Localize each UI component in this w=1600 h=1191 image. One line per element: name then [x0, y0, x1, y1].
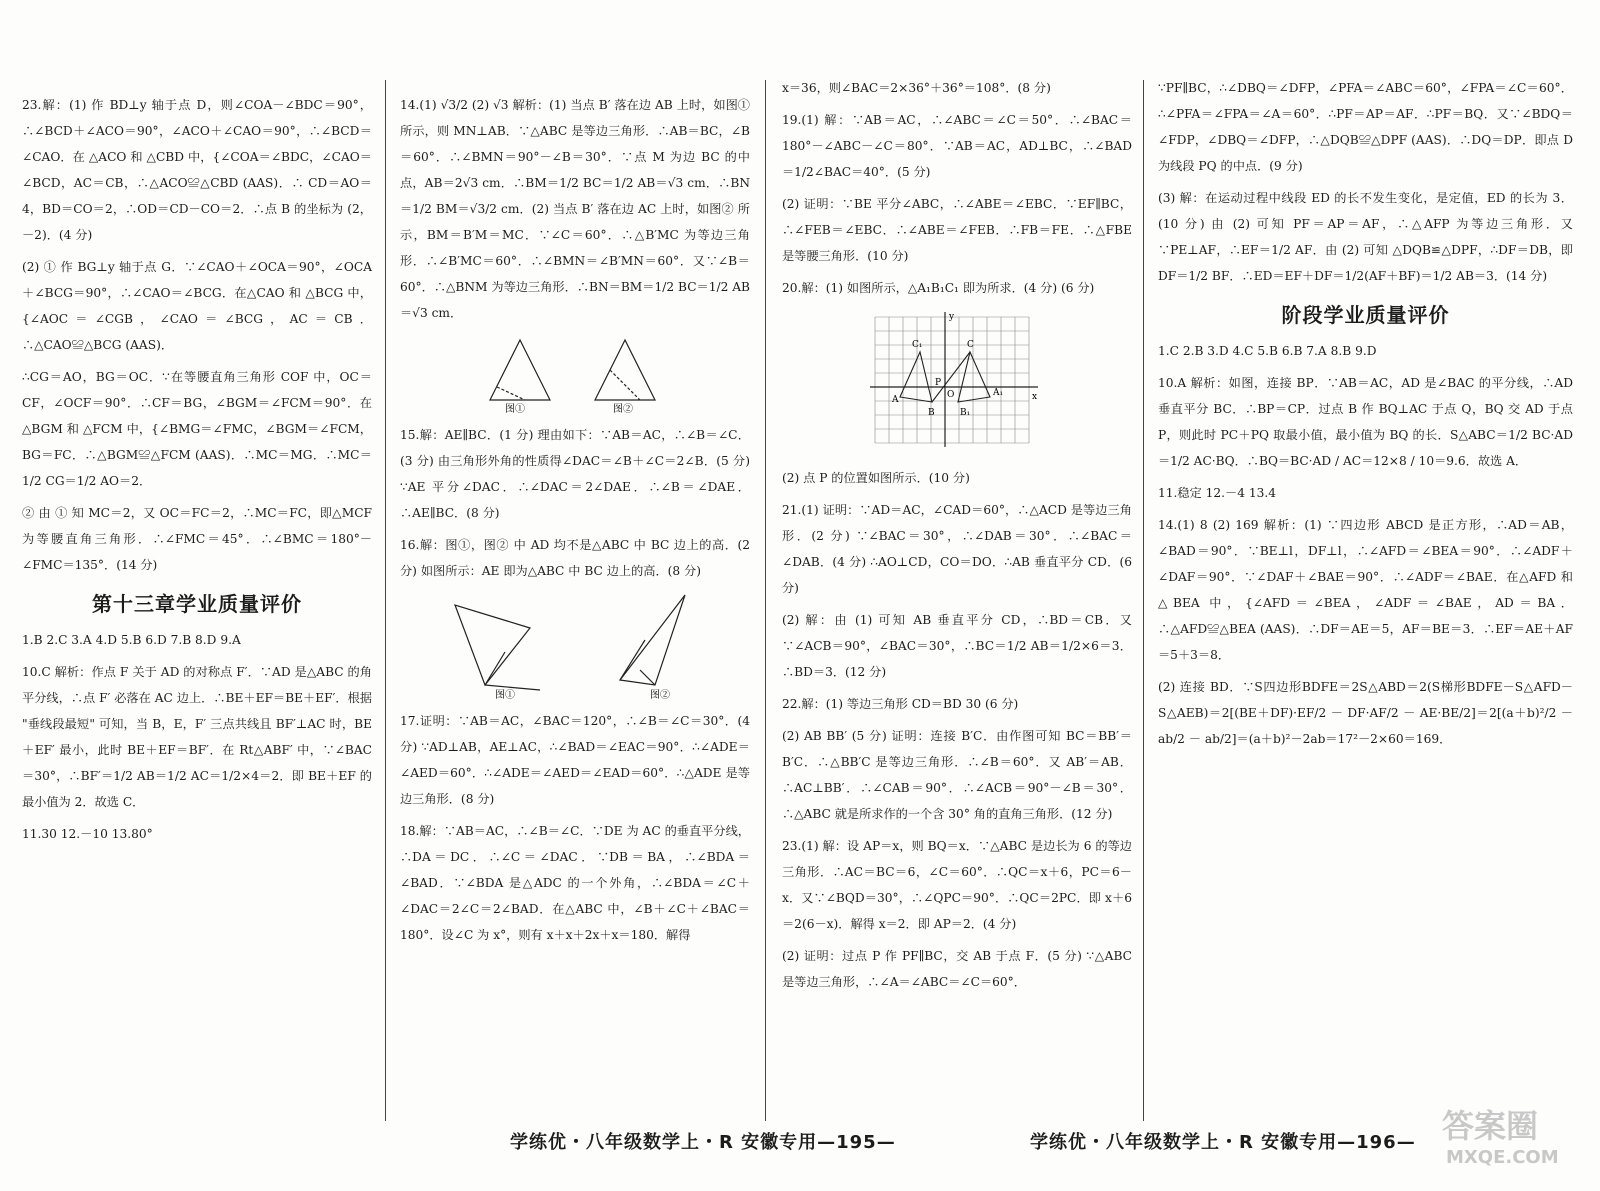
- answer-16: 16.解：图①，图② 中 AD 均不是△ABC 中 BC 边上的高．(2 分) 如图所示：AE 即为△ABC 中 BC 边上的高．(8 分): [400, 538, 750, 578]
- answer-23-part3: (3) 解：在运动过程中线段 ED 的长不发生变化，是定值，ED 的长为 3．(10 分) 由 (2) 可知 PF＝AP＝AF，∴△AFP 为等边三角形．又∵PE⊥AF，∴EF＝1/2 AF．由 (2) 可知 △DQB≌△DPF，∴DF＝DB，即 DF＝1/2 BF．∴ED＝EF＋DF＝1/2(AF＋BF)＝1/2 AB＝3．(14 分): [1158, 191, 1573, 283]
- label-y: y: [948, 312, 954, 322]
- label-b1: B₁: [959, 408, 970, 418]
- watermark-bottom: MXQE.COM: [1446, 1147, 1559, 1168]
- answer-23-part1: 23.(1) 解：设 AP＝x，则 BQ＝x．∵△ABC 是边长为 6 的等边三角形．∴AC＝BC＝6，∠C＝60°．∴QC＝x＋6，PC＝6－x．又∵∠BQD＝30°，∴∠QPC＝90°．∴QC＝2PC．即 x＋6＝2(6－x)．解得 x＝2．即 AP＝2．(4 分): [782, 839, 1132, 931]
- fig-label-2: 图②: [613, 404, 633, 414]
- column-divider: [1143, 80, 1144, 1121]
- label-p: P: [934, 378, 941, 388]
- answer-20-part2: (2) 点 P 的位置如图所示．(10 分): [782, 471, 970, 485]
- label-x: x: [1031, 392, 1037, 402]
- stage-answer-14-part2: (2) 连接 BD．∵S四边形BDFE＝2S△ABD＝2(S梯形BDFE－S△AFD－S△AEB)＝2[(BE＋DF)·EF/2 － DF·AF/2 － AE·BE/2]＝2[(a＋b)²/2 － ab/2 － ab/2]＝(a＋b)²－2ab＝17²－2×60＝169．: [1158, 680, 1573, 746]
- answer-23-part2b: ∴CG＝AO，BG＝OC．∵在等腰直角三角形 COF 中，OC＝CF，∠OCF＝90°．∴CF＝BG，∠BGM＝∠FCM＝90°．在 △BGM 和 △FCM 中，{∠BMG＝∠FMC，∠BGM＝∠FCM，BG＝FC．∴△BGM≌△FCM (AAS)．∴MC＝MG．∴MC＝1/2 CG＝1/2 AO＝2．: [22, 370, 372, 488]
- answer-22-part1: 22.解：(1) 等边三角形 CD＝BD 30 (6 分): [782, 697, 1019, 711]
- answer-19-part2: (2) 证明：∵BE 平分∠ABC，∴∠ABE＝∠EBC．∵EF∥BC，∴∠FEB＝∠EBC．∴∠ABE＝∠FEB．∴FB＝FE．∴△FBE 是等腰三角形．(10 分): [782, 197, 1132, 263]
- stage-answers-1-9: 1.C 2.B 3.D 4.C 5.B 6.B 7.A 8.B 9.D: [1158, 344, 1377, 358]
- answer-17: 17.证明：∵AB＝AC，∠BAC＝120°，∴∠B＝∠C＝30°．(4 分) ∵AD⊥AB，AE⊥AC，∴∠BAD＝∠EAC＝90°．∴∠ADE＝∠AED＝60°．∴∠ADE＝∠AED＝∠EAD＝60°．∴△ADE 是等边三角形．(8 分): [400, 714, 750, 806]
- fig-label-1: 图①: [505, 404, 525, 414]
- column-3: [782, 75, 1132, 1091]
- label-c: C: [966, 340, 974, 350]
- label-a: A: [891, 395, 898, 405]
- answer-18: 18.解：∵AB＝AC，∴∠B＝∠C．∵DE 为 AC 的垂直平分线，∴DA＝DC．∴∠C＝∠DAC．∵DB＝BA，∴∠BDA＝∠BAD．∵∠BDA 是△ADC 的一个外角，∴∠BDA＝∠C＋∠DAC＝2∠C＝2∠BAD．在△ABC 中，∠B＋∠C＋∠BAC＝180°．设∠C 为 x°，则有 x＋x＋2x＋x＝180．解得: [400, 824, 750, 942]
- section-title-chapter13: 第十三章学业质量评价: [92, 592, 302, 616]
- coordinate-grid-figure: [870, 307, 1045, 457]
- altitude-figures-16: [445, 590, 705, 700]
- column-2: [400, 92, 750, 1091]
- answer-23-cont: ∵PF∥BC，∴∠DBQ＝∠DFP，∠PFA＝∠ABC＝60°，∠FPA＝∠C＝60°．∴∠PFA＝∠FPA＝∠A＝60°．∴PF＝AP＝AF．∴PF＝BQ．又∵∠BDQ＝∠FDP，∠DBQ＝∠DFP，∴△DQB≌△DPF (AAS)．∴DQ＝DP．即点 D 为线段 PQ 的中点．(9 分): [1158, 81, 1573, 173]
- answer-21-part2: (2) 解：由 (1) 可知 AB 垂直平分 CD，∴BD＝CB．又∵∠ACB＝90°，∠BAC＝30°，∴BC＝1/2 AB＝1/2×6＝3．∴BD＝3．(12 分): [782, 613, 1132, 679]
- triangle-figures-14: [475, 332, 675, 414]
- answer-14: 14.(1) √3/2 (2) √3 解析：(1) 当点 B′ 落在边 AB 上时，如图① 所示，则 MN⊥AB．∵△ABC 是等边三角形．∴AB＝BC，∠B＝60°．∴∠BMN＝90°－∠B＝30°．∵点 M 为边 BC 的中点，AB＝2√3 cm．∴BM＝1/2 BC＝1/2 AB＝√3 cm．∴BN＝1/2 BM＝√3/2 cm．(2) 当点 B′ 落在边 AC 上时，如图② 所示，BM＝B′M＝MC．∵∠C＝60°．∴△B′MC 为等边三角形．∴∠B′MC＝60°．∴∠BMN＝∠B′MN＝60°．又∵∠B＝60°．∴△BNM 为等边三角形．∴BN＝BM＝1/2 BC＝1/2 AB＝√3 cm．: [400, 98, 750, 320]
- answer-23-part1: 23.解：(1) 作 BD⊥y 轴于点 D，则∠COA－∠BDC＝90°，∴∠BCD＋∠ACO＝90°，∠ACO＋∠CAO＝90°，∴∠BCD＝∠CAO．在 △ACO 和 △CBD 中，{∠COA＝∠BDC，∠CAO＝∠BCD，AC＝CB，∴△ACO≌△CBD (AAS)．∴ CD＝AO＝4，BD＝CO＝2，∴OD＝CD－CO＝2．∴点 B 的坐标为 (2，－2)．(4 分): [22, 98, 372, 242]
- page-footer-196: 学练优・八年级数学上・R 安徽专用—196—: [1030, 1132, 1416, 1153]
- answer-21-part1: 21.(1) 证明：∵AD＝AC，∠CAD＝60°，∴△ACD 是等边三角形．(2 分) ∵∠BAC＝30°，∴∠DAB＝30°．∴∠BAC＝∠DAB．(4 分) ∴AO⊥CD，CO＝DO．∴AB 垂直平分 CD．(6 分): [782, 503, 1132, 595]
- answer-15: 15.解：AE∥BC．(1 分) 理由如下：∵AB＝AC，∴∠B＝∠C．(3 分) 由三角形外角的性质得∠DAC＝∠B＋∠C＝2∠B．(5 分) ∵AE 平分∠DAC．∴∠DAC＝2∠DAE．∴∠B＝∠DAE．∴AE∥BC．(8 分): [400, 428, 750, 520]
- answers-1-9: 1.B 2.C 3.A 4.D 5.B 6.D 7.B 8.D 9.A: [22, 633, 241, 647]
- column-4: [1158, 75, 1573, 1091]
- stage-answer-14-part1: 14.(1) 8 (2) 169 解析：(1) ∵四边形 ABCD 是正方形，∴AD＝AB，∠BAD＝90°．∵BE⊥l，DF⊥l，∴∠AFD＝∠BEA＝90°．∴∠ADF＋∠DAF＝90°．∵∠DAF＋∠BAE＝90°．∴∠ADF＝∠BAE．在△AFD 和 △BEA 中，{∠AFD＝∠BEA，∠ADF＝∠BAE，AD＝BA．∴△AFD≌△BEA (AAS)．∴DF＝AE＝5，AF＝BE＝3．∴EF＝AE＋AF＝5＋3＝8．: [1158, 518, 1573, 662]
- answer-19-part1: 19.(1) 解：∵AB＝AC，∴∠ABC＝∠C＝50°．∴∠BAC＝180°－∠ABC－∠C＝80°．∵AB＝AC，AD⊥BC，∴∠BAD＝1/2∠BAC＝40°．(5 分): [782, 113, 1132, 179]
- watermark-top: 答案圈: [1442, 1107, 1539, 1145]
- column-divider: [765, 80, 766, 1121]
- answer-23-part2: (2) 证明：过点 P 作 PF∥BC，交 AB 于点 F．(5 分) ∵△ABC 是等边三角形，∴∠A＝∠ABC＝∠C＝60°．: [782, 949, 1132, 989]
- column-1: [22, 92, 372, 1091]
- label-b: B: [927, 408, 935, 418]
- label-o: O: [946, 390, 954, 400]
- fig2-label-2: 图②: [650, 690, 670, 700]
- stage-answers-11-13: 11.稳定 12.－4 13.4: [1158, 486, 1276, 500]
- column-divider: [385, 80, 386, 1121]
- section-title-stage: 阶段学业质量评价: [1281, 303, 1450, 327]
- answer-23-part2a: (2) ① 作 BG⊥y 轴于点 G．∵∠CAO＋∠OCA＝90°，∠OCA＋∠BCG＝90°，∴∠CAO＝∠BCG．在△CAO 和 △BCG 中，{∠AOC＝∠CGB，∠CAO＝∠BCG，AC＝CB．∴△CAO≌△BCG (AAS)．: [22, 260, 372, 352]
- label-a1: A₁: [992, 388, 1003, 398]
- label-c1: C₁: [911, 340, 922, 350]
- watermark-logo: [1432, 1099, 1582, 1169]
- stage-answer-10: 10.A 解析：如图，连接 BP．∵AB＝AC，AD 是∠BAC 的平分线，∴AD 垂直平分 BC．∴BP＝CP．过点 B 作 BQ⊥AC 于点 Q，BQ 交 AD 于点 P，则此时 PC＋PQ 取最小值，最小值为 BQ 的长．S△ABC＝1/2 BC·AD＝1/2 AC·BQ．∴BQ＝BC·AD / AC＝12×8 / 10＝9.6．故选 A．: [1158, 376, 1573, 468]
- fig2-label-1: 图①: [495, 690, 515, 700]
- answer-23-part2c: ② 由 ① 知 MC＝2，又 OC＝FC＝2，∴MC＝FC，即△MCF 为等腰直角三角形．∴∠FMC＝45°．∴∠BMC＝180°－∠FMC＝135°．(14 分): [22, 506, 372, 572]
- answer-20-part1: 20.解：(1) 如图所示，△A₁B₁C₁ 即为所求．(4 分) (6 分): [782, 281, 1095, 295]
- answer-22-part2: (2) AB BB′ (5 分) 证明：连接 B′C．由作图可知 BC＝BB′＝B′C．∴△BB′C 是等边三角形．∴∠B＝60°．又 AB′＝AB．∴AC⊥BB′．∴∠CAB＝90°．∴∠ACB＝90°－∠B＝30°．∴△ABC 就是所求作的一个含 30° 角的直角三角形．(12 分): [782, 729, 1132, 821]
- answers-11-13: 11.30 12.－10 13.80°: [22, 827, 153, 841]
- answer-10: 10.C 解析：作点 F 关于 AD 的对称点 F′．∵AD 是△ABC 的角平分线，∴点 F′ 必落在 AC 边上．∴BE＋EF＝BE＋EF′．根据 "垂线段最短" 可知，当 B，E，F′ 三点共线且 BF′⊥AC 时，BE＋EF′ 最小，此时 BE＋EF＝BF′．在 Rt△ABF′ 中，∵∠BAC＝30°，∴BF′＝1/2 AB＝1/2 AC＝1/2×4＝2．即 BE＋EF 的最小值为 2．故选 C．: [22, 665, 372, 809]
- answer-18-cont: x＝36，则∠BAC＝2×36°＋36°＝108°．(8 分): [782, 81, 1051, 95]
- page-footer-195: 学练优・八年级数学上・R 安徽专用—195—: [510, 1132, 896, 1153]
